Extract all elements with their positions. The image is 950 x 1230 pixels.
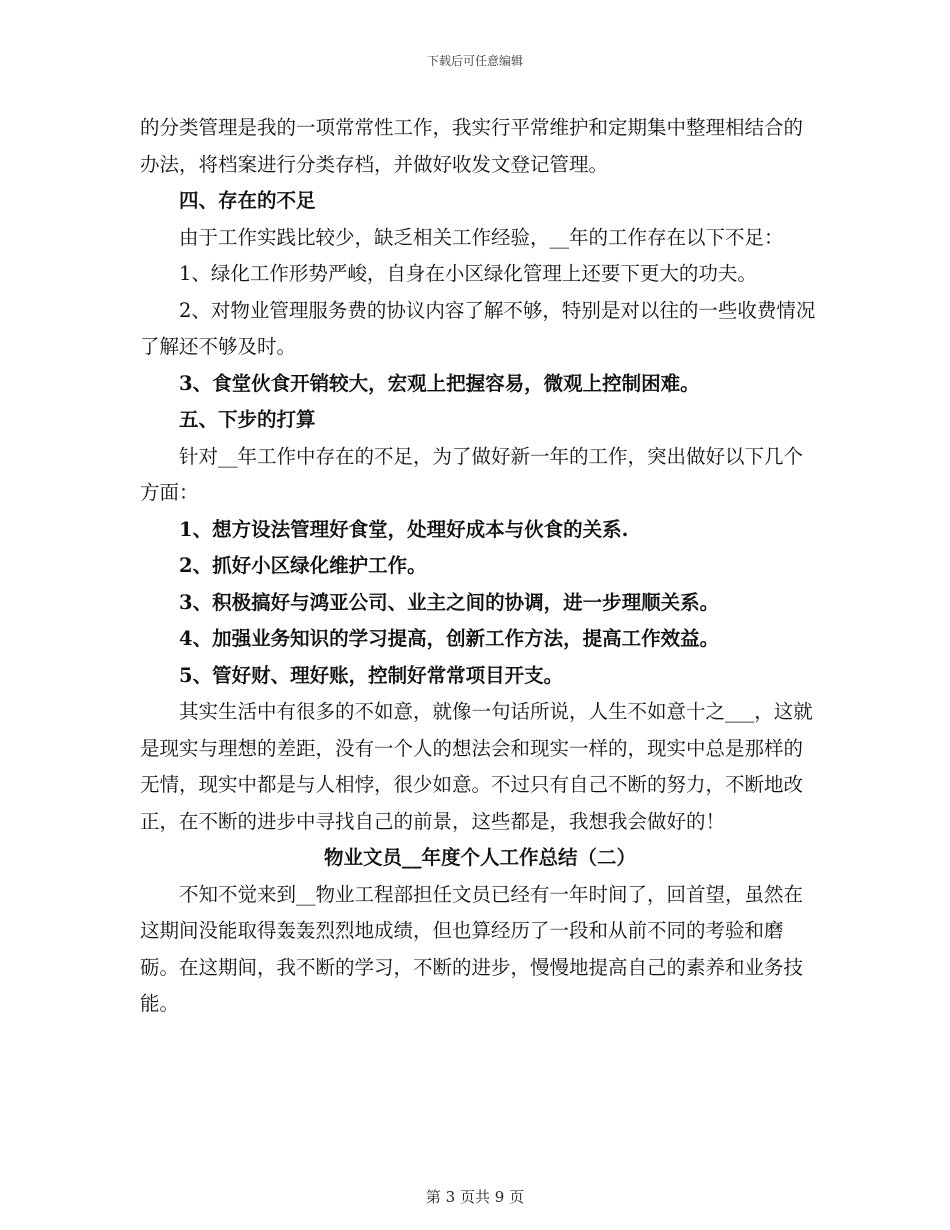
page-number: 第 3 页共 9 页 bbox=[425, 1188, 525, 1206]
paragraph-summary-intro: 不知不觉来到__物业工程部担任文员已经有一年时间了，回首望，虽然在这期间没能取得轰轰烈烈地成绩，但也算经历了一段和从前不同的考验和磨砺。在这期间，我不断的学习，不断的进步，慢慢地提高自己的素养和业务技能。 bbox=[140, 882, 804, 1015]
paragraph-reflection: 其实生活中有很多的不如意，就像一句话所说，人生不如意十之___，这就是现实与理想的差距，没有一个人的想法会和现实一样的，现实中总是那样的无情，现实中都是与人相悖，很少如意。不过只有自己不断的努力，不断地改正，在不断的进步中寻找自己的前景，这些都是，我想我会做好的！ bbox=[140, 700, 813, 833]
list-item-plan-5: 5、管好财、理好账，控制好常常项目开支。 bbox=[179, 663, 564, 687]
paragraph-archive-management: 的分类管理是我的一项常常性工作，我实行平常维护和定期集中整理相结合的办法，将档案进行分类存档，并做好收发文登记管理。 bbox=[140, 116, 804, 176]
heading-next-steps: 五、下步的打算 bbox=[179, 408, 316, 431]
page-header: 下载后可任意编辑 bbox=[426, 54, 523, 68]
paragraph-shortcomings-intro: 由于工作实践比较少，缺乏相关工作经验，__年的工作存在以下不足： bbox=[179, 225, 784, 249]
paragraph-next-steps-intro: 针对__年工作中存在的不足，为了做好新一年的工作，突出做好以下几个方面： bbox=[140, 444, 804, 504]
list-item-plan-3: 3、积极搞好与鸿亚公司、业主之间的协调，进一步理顺关系。 bbox=[179, 590, 720, 614]
list-item-plan-1: 1、想方设法管理好食堂，处理好成本与伙食的关系. bbox=[179, 517, 629, 541]
list-item-shortcoming-2: 2、对物业管理服务费的协议内容了解不够，特别是对以往的一些收费情况了解还不够及时。 bbox=[140, 298, 816, 358]
list-item-plan-4: 4、加强业务知识的学习提高，创新工作方法，提高工作效益。 bbox=[179, 627, 720, 650]
heading-shortcomings: 四、存在的不足 bbox=[179, 189, 316, 212]
document-body bbox=[140, 110, 820, 1023]
list-item-shortcoming-1: 1、绿化工作形势严峻，自身在小区绿化管理上还要下更大的功夫。 bbox=[179, 262, 757, 285]
section-title: 物业文员__年度个人工作总结（二） bbox=[323, 846, 636, 869]
list-item-shortcoming-3: 3、食堂伙食开销较大，宏观上把握容易，微观上控制困难。 bbox=[179, 371, 700, 395]
list-item-plan-2: 2、抓好小区绿化维护工作。 bbox=[179, 554, 427, 577]
